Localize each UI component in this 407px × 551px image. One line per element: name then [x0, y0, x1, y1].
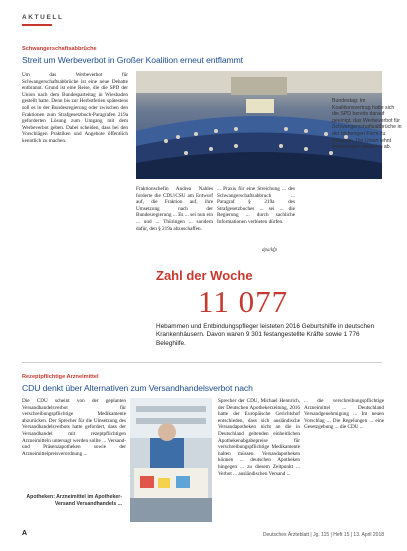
pharmacy-photo [130, 398, 212, 522]
pharmacy-photo-caption: Apotheken: Arzneimittel im Apotheker-Versand Versandhandels ... [26, 494, 122, 507]
article1-photo-caption: Bundestag: Im Koalitionsvertrag hatte sich die SPD bereits darauf geeinigt, das Werbeverbot für Schwangerschaftsabbrüche in der bisherigen Form zu belassen. Die Union lehnt Änderungen weiterhin ab. [332, 98, 402, 151]
article1-col2: Fraktionschefin Andrea Nahles forderte die CDU/CSU am Entwurf auf, die Fraktion auf, ihre Umsetzung nach der Bundesregierung ... Es ... sei nun ein ... und ... Thüringen ... sondern dafür, den § 219a abzuschaffen. [136, 186, 213, 232]
article2-col3: ... die verschreibungspflichtige Arzneimittel ... Deutschland Versandgenehmigung ... Im neuen Vorschlag ... Die Regelungen ... eine Gesetzgebung ... die CDU ... [304, 398, 384, 431]
article1-col1: Um das Werbeverbot für Schwangerschaftsabbrüche ist eine neue Debatte entbrannt. Grund ist eine Reise, die die SPD der Union nach dem Bundesparteitag in Wiesbaden gestellt hatte. Denn bis zur Herbstferien spätestens soll es in der Bundesregierung oder zwischen den Fraktionen zum Strafgesetzbuch-Paragrafen 219a geforderten Lösung zum Umgang mit dem Werbeverbot geben. Dabei scheiden, dass bei den Vorschlägen Praktiken und Angebote öffentlich kenntlich zu machen. [22, 72, 128, 144]
article2-col1: Die CDU scheint von der geplanten Versandhandelsverbot für verschreibungspflichtige Medikamente abzurücken. Der Sprecher für die Umsetzung des Versandhandelsverbots hatte gefordert, dass der Versandhandel mit rezeptpflichtigen Arzneimitteln untersagt werden sollte ... Versand- und Präsenzapotheken sowie der Arzneimittelpreisverordnung ... [22, 398, 126, 457]
journal-footer: Deutsches Ärzteblatt | Jg. 115 | Heft 15 | 13. April 2018 [262, 532, 384, 538]
article1-signature: dpa/kfp [262, 248, 277, 253]
article2-headline: CDU denkt über Alternativen zum Versandhandelsverbot nach [22, 383, 253, 393]
number-box-number: 11 077 [198, 284, 289, 319]
article1-kicker: Schwangerschaftsabbrüche [22, 46, 97, 52]
number-box-text: Hebammen und Entbindungspfleger leisteten 2016 Geburtshilfe in deutschen Krankenhäusern. Davon waren 9 301 festangestellte Kräfte sowie 1 776 Beleghilfe. [156, 323, 375, 347]
article1-headline: Streit um Werbeverbot in Großer Koalition erneut entflammt [22, 55, 243, 65]
number-box-title: Zahl der Woche [156, 268, 253, 283]
section-divider [22, 362, 382, 363]
page-number: A [22, 530, 28, 537]
section-label: AKTUELL [22, 14, 64, 21]
article1-col3: ... Praxis für eine Streichung ... des Schwangerschaftsabbruch ... Paragraf § 219a des Strafgesetzbuches ... sei ... die Regierung ... durch sachliche Informationen verbieten dürfen. [217, 186, 295, 225]
article2-kicker: Rezeptpflichtige Arzneimittel [22, 374, 99, 380]
section-accent-bar [22, 24, 52, 26]
article2-col2: Sprecher der CDU, Michael Hennrich, der Deutschen Apothekerzeitung, 2016 hatte der Europäische Gerichtshof entschieden, dass sich ausländische Versandapotheken nicht an die in Deutschland geltenden einheitlichen Apothekenabgabepreise für verschreibungspflichtige Medikamente halten müssen. Versandapotheken können ... deutschen Apotheken hingegen ... zu diesem Zeitpunkt ... Verbot ... ausländischen Versand ... [218, 398, 300, 477]
